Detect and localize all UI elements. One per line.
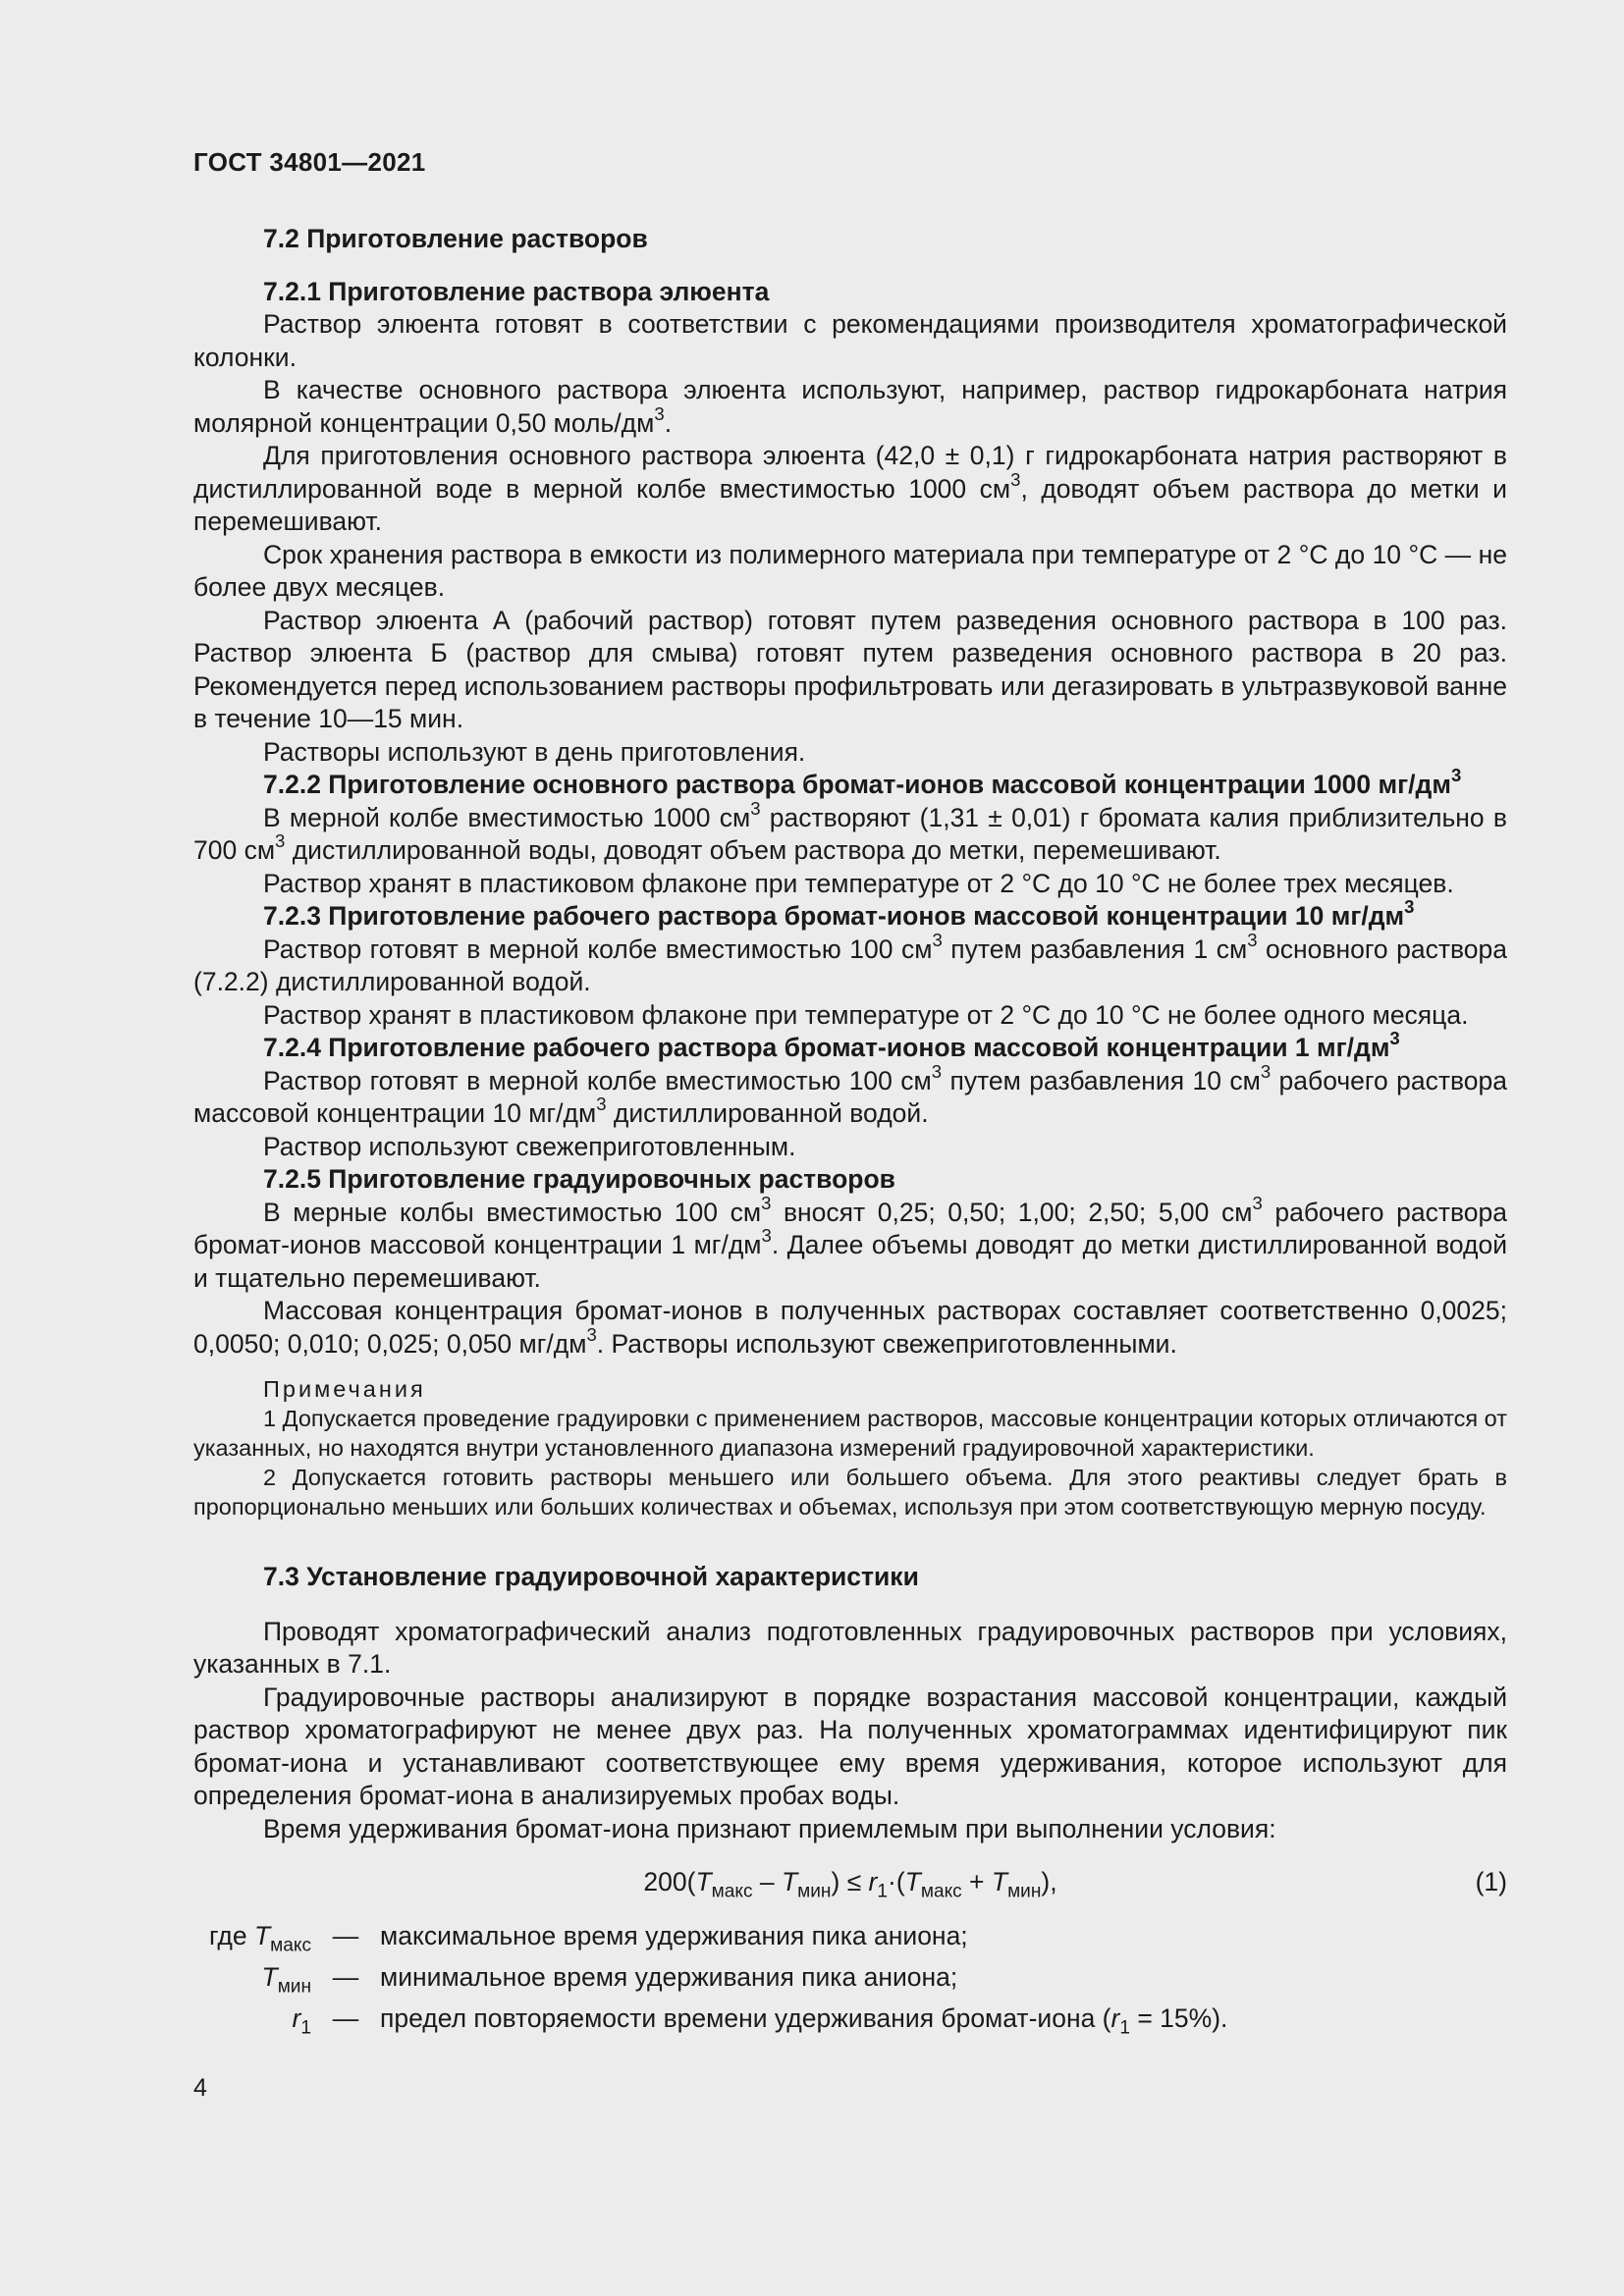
paragraph: Раствор элюента А (рабочий раствор) готовят путем разведения основного раствора в 100 раз. Раствор элюента Б (раствор для смыва) готовят путем разведения основного раствора в 20 раз. Рекомендуется перед использованием растворы профильтровать или дегазировать в ультразвуковой ванне в течение 10—15 мин. <box>193 605 1507 733</box>
note-item: 1 Допускается проведение градуировки с применением растворов, массовые концентрации которых отличаются от указанных, но находятся внутри установленного диапазона измерений градуировочной характеристики. <box>193 1406 1507 1461</box>
paragraph: Для приготовления основного раствора элюента (42,0 ± 0,1) г гидрокарбоната натрия растворяют в дистиллированной воде в мерной колбе вместимостью 1000 $см^3$, доводят объем раствора до метки и перемешивают. <box>193 441 1507 536</box>
formula-1 <box>193 1859 1507 1904</box>
paragraph: Градуировочные растворы анализируют в порядке возрастания массовой концентрации, каждый раствор хроматографируют не менее двух раз. На полученных хроматограммах идентифицируют пик бромат-иона и устанавливают соответствующее ему время удерживания, которое используют для определения бромат-иона в анализируемых пробах воды. <box>193 1682 1507 1810</box>
paragraph: Раствор хранят в пластиковом флаконе при температуре от 2 °С до 10 °С не более одного месяца. <box>263 999 1469 1030</box>
paragraph: В качестве основного раствора элюента используют, например, раствор гидрокарбоната натрия молярной концентрации 0,50 моль/$дм^3$. <box>193 375 1507 438</box>
notes-block <box>193 1374 1507 1522</box>
section-7-3-heading: 7.3 Установление градуировочной характеристики <box>263 1562 919 1591</box>
paragraph: Срок хранения раствора в емкости из полимерного материала при температуре от 2 °С до 10 °С — не более двух месяцев. <box>193 539 1507 602</box>
section-7-2-5-heading: 7.2.5 Приготовление градуировочных растворов <box>263 1164 895 1194</box>
paragraph: В мерной колбе вместимостью 1000 $см^3$ растворяют (1,31 ± 0,01) г бромата калия приблизительно в 700 $см^3$ дистиллированной воды, доводят объем раствора до метки, перемешивают. <box>193 797 1507 865</box>
legend-row: $r_1$ — предел повторяемости времени удерживания бромат-иона $(r_1 = 15\%)$. <box>292 2003 1228 2039</box>
paragraph: Раствор готовят в мерной колбе вместимостью 100 $см^3$ путем разбавления 10 $см^3$ рабочего раствора массовой концентрации 10 $мг/дм^3$ дистиллированной водой. <box>193 1060 1507 1128</box>
paragraph: В мерные колбы вместимостью 100 $см^3$ вносят 0,25; 0,50; 1,00; 2,50; 5,00 $см^3$ рабочего раствора бромат-ионов массовой концентрации 1 $мг/дм^3$. Далее объемы доводят до метки дистиллированной водой и тщательно перемешивают. <box>193 1192 1508 1293</box>
paragraph: Раствор готовят в мерной колбе вместимостью 100 $см^3$ путем разбавления 1 $см^3$ основного раствора (7.2.2) дистиллированной водой. <box>193 929 1508 996</box>
section-7-2-1-heading: 7.2.1 Приготовление раствора элюента <box>263 276 770 306</box>
paragraph: Раствор хранят в пластиковом флаконе при температуре от 2 °С до 10 °С не более трех месяцев. <box>263 868 1454 898</box>
notes-title: Примечания <box>263 1376 426 1402</box>
section-7-2-3-heading: 7.2.3 Приготовление рабочего раствора бромат-ионов массовой концентрации 10 $мг/дм^3$ <box>263 896 1415 931</box>
formula-number: (1) <box>1475 1867 1507 1896</box>
legend-row: где $T_{макс}$ — максимальное время удерживания пика аниона; <box>208 1921 968 1956</box>
formula-legend <box>193 1920 1507 2044</box>
note-item: 2 Допускается готовить растворы меньшего или большего объема. Для этого реактивы следует брать в пропорционально меньших или больших количествах и объемах, используя при этом соответствующую мерную посуду. <box>193 1465 1507 1520</box>
legend-row: $T_{мин}$ — минимальное время удерживания пика аниона; <box>261 1962 958 1998</box>
formula-expression: $200(T_{макс} - T_{мин}) \le r_1\cdot(T_{макс} + T_{мин})$, <box>643 1867 1057 1902</box>
paragraph: Раствор элюента готовят в соответствии с рекомендациями производителя хроматографической колонки. <box>193 309 1507 372</box>
section-7-2-4-heading: 7.2.4 Приготовление рабочего раствора бромат-ионов массовой концентрации 1 $мг/дм^3$ <box>263 1028 1400 1062</box>
paragraph: Проводят хроматографический анализ подготовленных градуировочных растворов при условиях, указанных в 7.1. <box>193 1616 1507 1679</box>
section-7-2-2-heading: 7.2.2 Приготовление основного раствора бромат-ионов массовой концентрации 1000 $мг/дм^3$ <box>263 765 1462 799</box>
section-7-2-heading: 7.2 Приготовление растворов <box>263 224 648 253</box>
document-header: ГОСТ 34801—2021 <box>193 147 426 177</box>
paragraph: Раствор используют свежеприготовленным. <box>263 1131 796 1161</box>
paragraph: Растворы используют в день приготовления. <box>263 736 806 767</box>
document-body <box>193 223 1507 2044</box>
page-number: 4 <box>193 2074 207 2102</box>
paragraph: Массовая концентрация бромат-ионов в полученных растворах составляет соответственно 0,0025; 0,0050; 0,010; 0,025; 0,050 $мг/дм^3$. Растворы используют свежеприготовленными. <box>193 1296 1507 1359</box>
paragraph: Время удерживания бромат-иона признают приемлемым при выполнении условия: <box>263 1813 1276 1843</box>
